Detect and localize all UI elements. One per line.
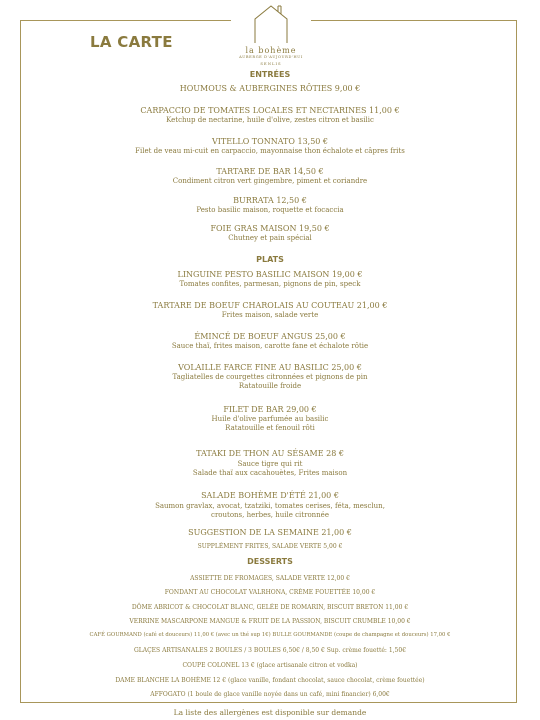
allergen-footer-note: La liste des allergènes est disponible sur demande	[173, 708, 367, 717]
menu-item-description: Sauce tigre qui rit	[237, 460, 303, 468]
dessert-item: COUPE COLONEL 13 € (glace artisanale citron et vodka)	[182, 662, 358, 669]
dessert-item: DAME BLANCHE LA BOHÈME 12 € (glace vanille, fondant chocolat, sauce chocolat, crème fouettée)	[115, 677, 425, 684]
menu-item-name: FOIE GRAS MAISON 19,50 €	[210, 224, 330, 233]
menu-item-description: Salade thaï aux cacahouètes, Frites maison	[192, 469, 348, 477]
logo-subtitle: AUBERGE D'AUJOURD'HUI	[239, 55, 303, 59]
page-title: LA CARTE	[90, 33, 173, 51]
menu-item-name: SUGGESTION DE LA SEMAINE 21,00 €	[188, 528, 352, 537]
dessert-item: CAFÉ GOURMAND (café et douceurs) 11,00 € (avec un thé sup 1€) BULLE GOURMANDE (coupe de champagne et douceurs) 17,00 €	[89, 632, 451, 638]
menu-item-name: VOLAILLE FARCE FINE AU BASILIC 25,00 €	[178, 363, 362, 372]
menu-item-name: HOUMOUS & AUBERGINES RÔTIES 9,00 €	[179, 84, 361, 93]
menu-item-description: Filet de veau mi-cuit en carpaccio, mayonnaise thon échalote et câpres frits	[135, 147, 405, 155]
dessert-item: AFFOGATO (1 boule de glace vanille noyée dans un café, mini financier) 6,00€	[150, 691, 390, 698]
menu-item-description: Pesto basilic maison, roquette et focaccia	[196, 206, 344, 214]
section-title-entrees: ENTRÉES	[249, 70, 291, 79]
menu-item-supplement: SUPPLÉMENT FRITES, SALADE VERTE 5,00 €	[197, 543, 343, 550]
dessert-item: GLAÇES ARTISANALES 2 BOULES / 3 BOULES 6,50€ / 8,50 € Sup. crème fouetté: 1,50€	[133, 647, 407, 654]
menu-item-description: Condiment citron vert gingembre, piment et coriandre	[172, 177, 368, 185]
menu-item-description: Frites maison, salade verte	[221, 311, 319, 319]
menu-item-description: Chutney et pain spécial	[228, 234, 312, 242]
menu-item-name: ÉMINCÉ DE BOEUF ANGUS 25,00 €	[194, 332, 346, 341]
dessert-item: ASSIETTE DE FROMAGES, SALADE VERTE 12,00 €	[190, 575, 350, 582]
menu-item-description: croutons, herbes, huile citronnée	[211, 511, 329, 519]
house-outline-icon	[253, 3, 289, 45]
menu-item-name: VITELLO TONNATO 13,50 €	[211, 137, 329, 146]
dessert-item: VERRINE MASCARPONE MANGUE & FRUIT DE LA PASSION, BISCUIT CRUMBLE 10,00 €	[129, 618, 411, 625]
menu-item-description: Tomates confites, parmesan, pignons de pin, speck	[179, 280, 361, 288]
menu-item-description: Ketchup de nectarine, huile d'olive, zestes citron et basilic	[166, 116, 374, 124]
menu-item-name: FILET DE BAR 29,00 €	[223, 405, 317, 414]
menu-item-description: Ratatouille et fenouil rôti	[225, 424, 315, 432]
menu-item-name: TATAKI DE THON AU SÉSAME 28 €	[196, 449, 344, 458]
logo	[231, 0, 311, 74]
menu-item-name: LINGUINE PESTO BASILIC MAISON 19,00 €	[177, 270, 363, 279]
menu-item-name: TARTARE DE BOEUF CHAROLAIS AU COUTEAU 21,00 €	[152, 301, 388, 310]
menu-item-description: Saumon gravlax, avocat, tzatziki, tomates cerises, féta, mesclun,	[155, 502, 385, 510]
section-title-plats: PLATS	[256, 255, 284, 264]
dessert-item: FONDANT AU CHOCOLAT VALRHONA, CRÈME FOUETTÉE 10,00 €	[164, 589, 376, 596]
menu-item-name: TARTARE DE BAR 14,50 €	[216, 167, 324, 176]
menu-item-name: CARPACCIO DE TOMATES LOCALES ET NECTARINES 11,00 €	[140, 106, 400, 115]
menu-item-name: BURRATA 12,50 €	[233, 196, 307, 205]
dessert-item: DÔME ABRICOT & CHOCOLAT BLANC, GELÉE DE ROMARIN, BISCUIT BRETON 11,00 €	[131, 604, 409, 611]
menu-item-description: Tagliatelles de courgettes citronnées et pignons de pin	[172, 373, 368, 381]
menu-item-description: Huile d'olive parfumée au basilic	[211, 415, 329, 423]
menu-item-description: Sauce thaï, frites maison, carotte fane et échalote rôtie	[171, 342, 369, 350]
logo-city: SENLIS	[260, 61, 282, 66]
menu-item-description: Ratatouille froide	[238, 382, 302, 390]
menu-item-name: SALADE BOHÈME D'ÉTÉ 21,00 €	[201, 491, 339, 500]
section-title-desserts: DESSERTS	[247, 557, 293, 566]
logo-name: la bohème	[245, 46, 297, 55]
